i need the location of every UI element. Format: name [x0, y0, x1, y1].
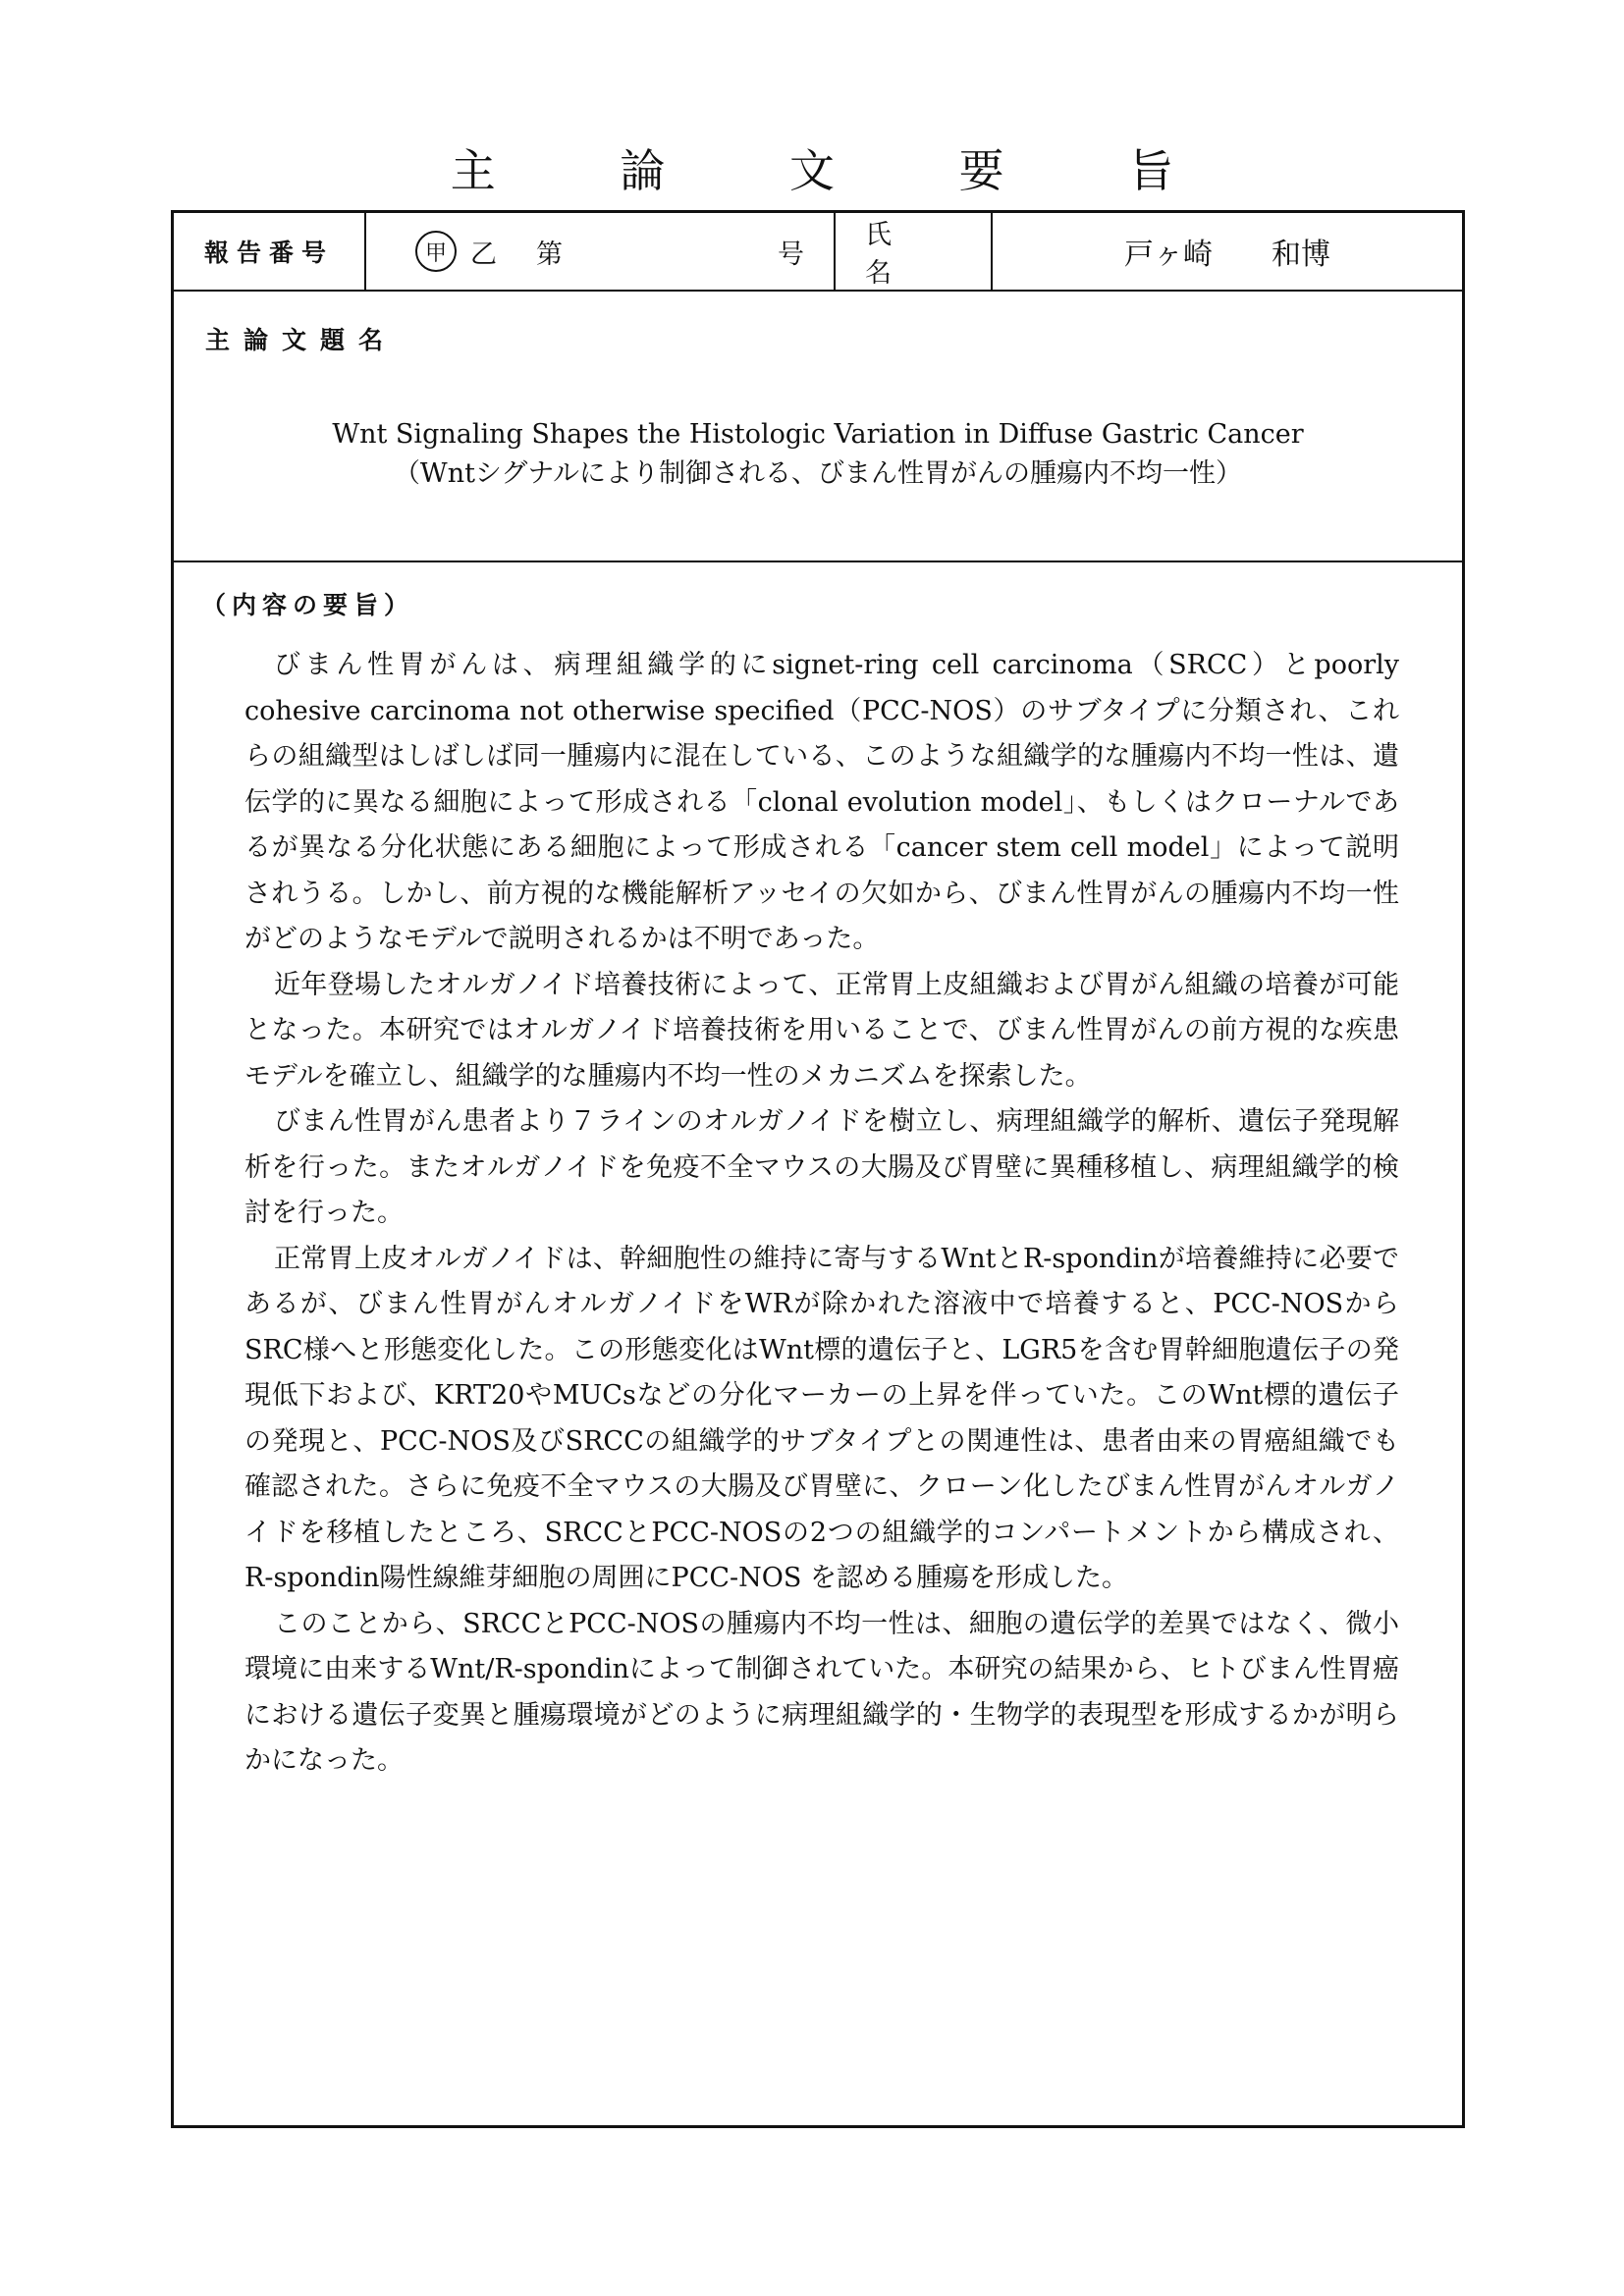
content-summary-body [244, 643, 1399, 1785]
kou-stamp-circle: 甲 [415, 231, 457, 272]
author-given-name: 和博 [1272, 238, 1330, 272]
thesis-title-japanese: （Wntシグナルにより制御される、びまん性胃がんの腫瘍内不均一性） [393, 458, 1243, 489]
content-summary-label: （内容の要旨） [201, 591, 415, 619]
author-name [993, 213, 1462, 290]
report-number-label: 報告番号 [174, 213, 366, 290]
summary-paragraph: びまん性胃がんは、病理組織学的にsignet-ring cell carcinoma（SRCC）とpoorly cohesive carcinoma not otherwise specified（PCC-NOS）のサブタイプに分類され、これらの組織型はしばしば同一腫瘍内に混在している、このような組織学的な腫瘍内不均一性は、遺伝学的に異なる細胞によって形成される「clonal evolution model」、もしくはクローナルであるが異なる分化状態にある細胞によって形成される「cancer stem cell model」によって説明されうる。しかし、前方視的な機能解析アッセイの欠如から、びまん性胃がんの腫瘍内不均一性がどのようなモデルで説明されるかは不明であった。 [244, 650, 1399, 954]
document-title: 主 論 文 要 旨 [450, 144, 1229, 197]
summary-paragraph: 近年登場したオルガノイド培養技術によって、正常胃上皮組織および胃がん組織の培養が可能となった。本研究ではオルガノイド培養技術を用いることで、びまん性胃がんの前方視的な疾患モデルを確立し、組織学的な腫瘍内不均一性のメカニズムを探索した。 [244, 969, 1399, 1092]
report-number-field [366, 213, 836, 290]
summary-paragraph: このことから、SRCCとPCC-NOSの腫瘍内不均一性は、細胞の遺伝学的差異ではなく、微小環境に由来するWnt/R-spondinによって制御されていた。本研究の結果から、ヒトびまん性胃癌における遺伝子変異と腫瘍環境がどのように病理組織学的・生物学的表現型を形成するかが明らかになった。 [244, 1608, 1399, 1776]
summary-paragraph: びまん性胃がん患者より７ラインのオルガノイドを樹立し、病理組織学的解析、遺伝子発現解析を行った。またオルガノイドを免疫不全マウスの大腸及び胃壁に異種移植し、病理組織学的検討を行った。 [244, 1106, 1399, 1228]
dai-char: 第 [536, 239, 565, 270]
summary-paragraph: 正常胃上皮オルガノイドは、幹細胞性の維持に寄与するWntとR-spondinが培養維持に必要であるが、びまん性胃がんオルガノイドをWRが除かれた溶液中で培養すると、PCC-NOSからSRC様へと形態変化した。この形態変化はWnt標的遺伝子と、LGR5を含む胃幹細胞遺伝子の発現低下および、KRT20やMUCsなどの分化マーカーの上昇を伴っていた。このWnt標的遺伝子の発現と、PCC-NOS及びSRCCの組織学的サブタイプとの関連性は、患者由来の胃癌組織でも確認された。さらに免疫不全マウスの大腸及び胃壁に、クローン化したびまん性胃がんオルガノイドを移植したところ、SRCCとPCC-NOSの2つの組織学的コンパートメントから構成され、R-spondin陽性線維芽細胞の周囲にPCC-NOS を認める腫瘍を形成した。 [244, 1243, 1399, 1593]
thesis-title-english: Wnt Signaling Shapes the Histologic Variation in Diffuse Gastric Cancer [332, 419, 1304, 450]
summary-form [171, 210, 1465, 2128]
go-char: 号 [778, 239, 804, 270]
thesis-title-label: 主論文題名 [205, 326, 398, 354]
name-label: 氏 名 [836, 213, 993, 290]
author-surname: 戸ヶ崎 [1124, 238, 1213, 272]
otsu-char: 乙 [470, 239, 516, 270]
thesis-title [174, 415, 1462, 494]
thesis-title-section [174, 292, 1462, 562]
header-row [174, 213, 1462, 292]
